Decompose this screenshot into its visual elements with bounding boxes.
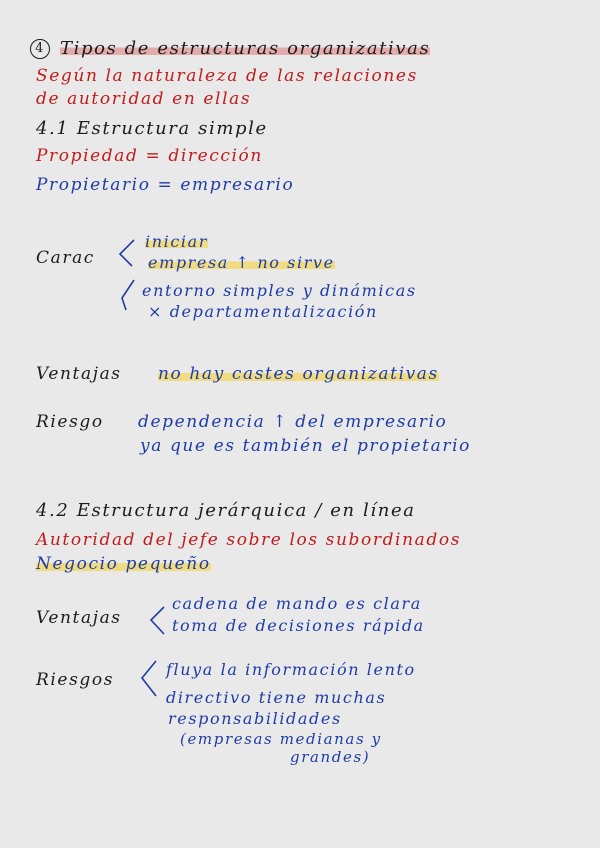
carac-item-2: empresa ↑ no sirve xyxy=(148,253,335,272)
riesgos-item-4: (empresas medianas y xyxy=(180,730,382,748)
section1-ventajas-text: no hay castes organizativas xyxy=(158,364,439,384)
heading-title: Tipos de estructuras organizativas xyxy=(60,38,431,59)
carac-brace xyxy=(112,236,142,316)
ventajas-brace xyxy=(146,604,170,640)
riesgos-item-5: grandes) xyxy=(290,748,371,766)
riesgos-item-1: fluya la información lento xyxy=(166,660,416,679)
section2-title: 4.2 Estructura jerárquica / en línea xyxy=(36,500,416,521)
riesgos-item-3: responsabilidades xyxy=(168,709,342,728)
intro-line-2: de autoridad en ellas xyxy=(36,89,252,109)
section2-ventajas-label: Ventajas xyxy=(36,608,122,628)
section2-authority: Autoridad del jefe sobre los subordinados xyxy=(36,530,462,550)
section1-owner: Propietario = empresario xyxy=(36,175,295,195)
riesgos-item-2: directivo tiene muchas xyxy=(166,688,387,707)
ventajas-item-2: toma de decisiones rápida xyxy=(172,616,425,635)
ventajas-item-1: cadena de mando es clara xyxy=(172,594,422,613)
section1-ownership: Propiedad = dirección xyxy=(36,146,263,166)
carac-item-1: iniciar xyxy=(145,232,209,251)
section2-business: Negocio pequeño xyxy=(36,554,211,574)
riesgo-line-2: ya que es también el propietario xyxy=(140,436,471,456)
carac-item-4: × departamentalización xyxy=(148,302,378,321)
section1-ventajas-label: Ventajas xyxy=(36,364,122,384)
carac-label: Carac xyxy=(36,248,95,268)
riesgo-line-1: dependencia ↑ del empresario xyxy=(138,412,448,432)
section1-title: 4.1 Estructura simple xyxy=(36,118,268,139)
carac-item-3: entorno simples y dinámicas xyxy=(142,281,417,300)
heading-number: 4 xyxy=(30,39,50,59)
riesgos-label: Riesgos xyxy=(36,670,115,690)
heading xyxy=(30,38,430,59)
riesgo-label: Riesgo xyxy=(36,412,104,432)
intro-line-1: Según la naturaleza de las relaciones xyxy=(36,66,418,86)
riesgos-brace xyxy=(136,658,162,702)
